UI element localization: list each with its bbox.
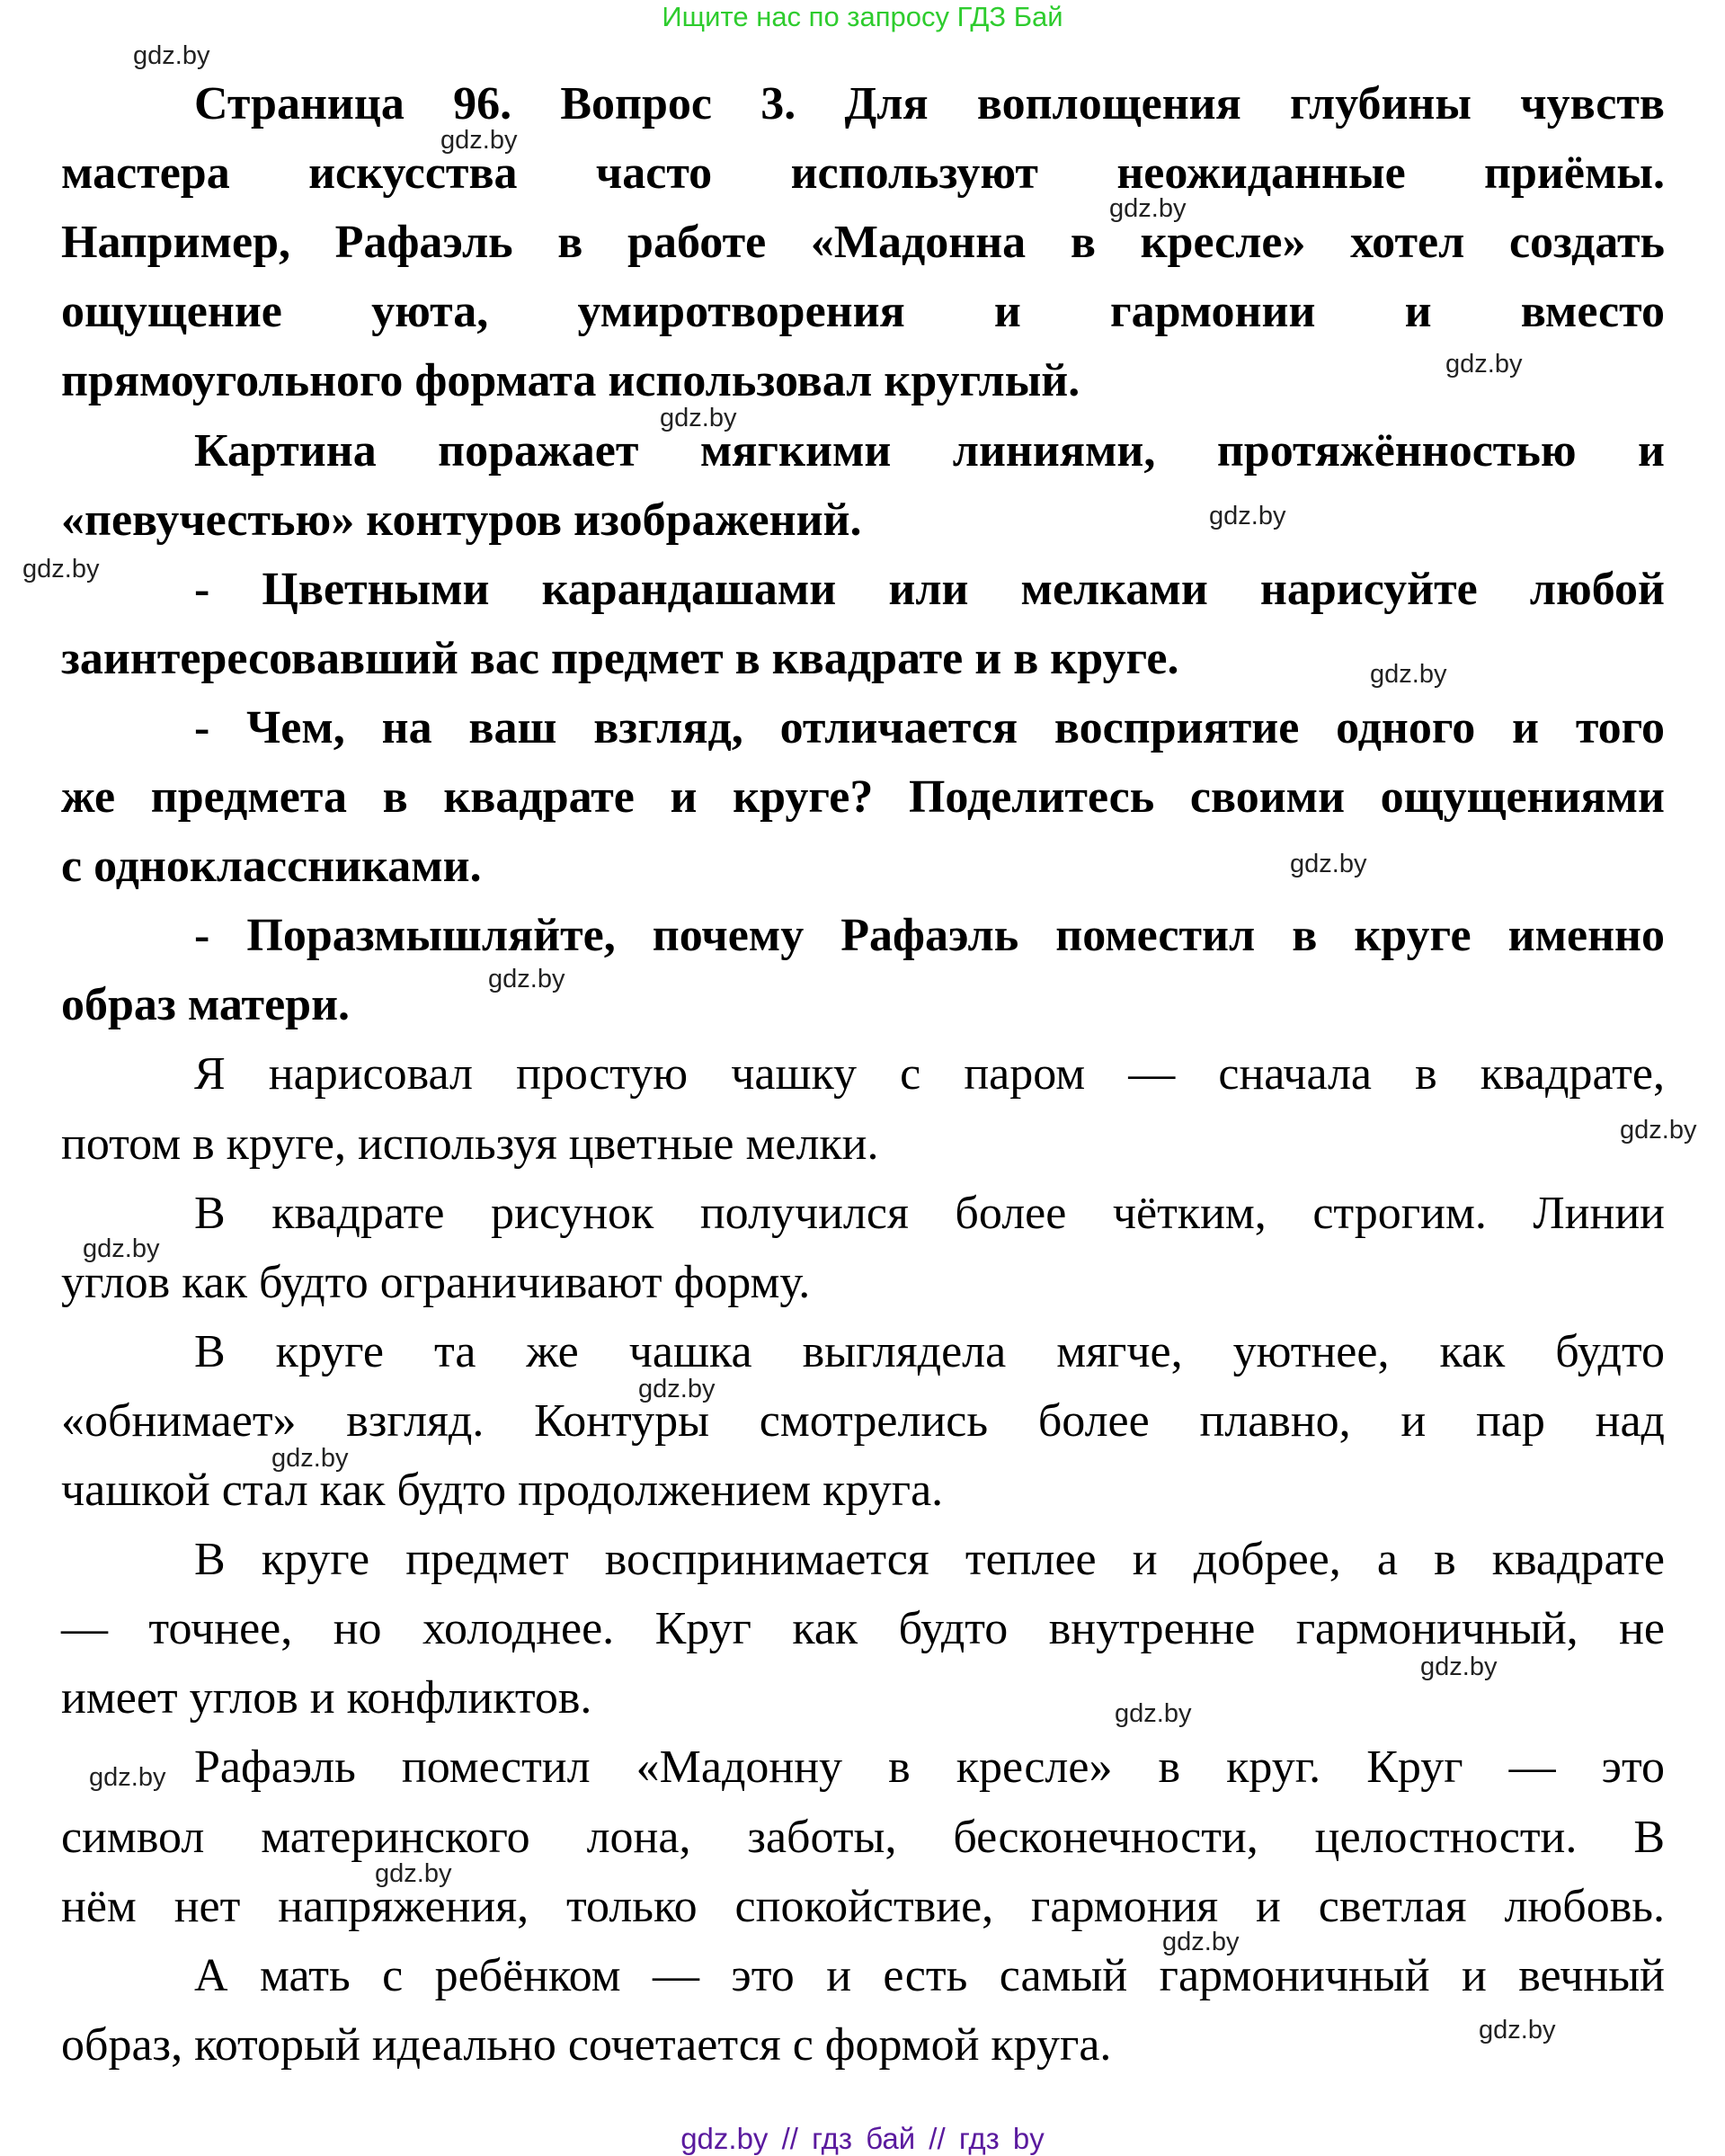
question-line: прямоугольного формата использовал круглый. xyxy=(61,355,1080,407)
watermark: gdz.by xyxy=(1290,850,1367,878)
watermark: gdz.by xyxy=(133,41,210,70)
watermark: gdz.by xyxy=(1370,660,1447,689)
answer-line: Рафаэль поместил «Мадонну в кресле» в круг. Круг — это xyxy=(194,1742,1665,1794)
search-banner[interactable]: Ищите нас по запросу ГДЗ Бай xyxy=(662,1,1063,32)
watermark: gdz.by xyxy=(1109,194,1187,223)
question-line: Например, Рафаэль в работе «Мадонна в кресле» хотел создать xyxy=(61,217,1665,269)
question-line: - Поразмышляйте, почему Рафаэль поместил в круге именно xyxy=(194,910,1665,962)
watermark: gdz.by xyxy=(1115,1699,1192,1728)
watermark: gdz.by xyxy=(83,1234,160,1263)
answer-line: Я нарисовал простую чашку с паром — сначала в квадрате, xyxy=(194,1048,1665,1100)
watermark: gdz.by xyxy=(488,965,565,993)
watermark: gdz.by xyxy=(1620,1116,1697,1145)
question-line: с одноклассниками. xyxy=(61,841,482,893)
question-line: ощущение уюта, умиротворения и гармонии и вместо xyxy=(61,286,1665,338)
answer-line: В квадрате рисунок получился более чётким, строгим. Линии xyxy=(194,1187,1665,1239)
answer-line: — точнее, но холоднее. Круг как будто внутренне гармоничный, не xyxy=(61,1603,1665,1655)
watermark: gdz.by xyxy=(1479,2016,1556,2045)
watermark: gdz.by xyxy=(660,404,737,432)
question-line: Страница 96. Вопрос 3. Для воплощения глубины чувств xyxy=(194,78,1665,129)
answer-line: символ материнского лона, заботы, бесконечности, целостности. В xyxy=(61,1811,1665,1863)
answer-line: нём нет напряжения, только спокойствие, гармония и светлая любовь. xyxy=(61,1880,1665,1932)
question-line: мастера искусства часто используют неожиданные приёмы. xyxy=(61,147,1665,200)
answer-line: чашкой стал как будто продолжением круга. xyxy=(61,1465,944,1516)
answer-line: углов как будто ограничивают форму. xyxy=(61,1256,811,1308)
question-line: же предмета в квадрате и круге? Поделитесь своими ощущениями xyxy=(61,771,1665,823)
question-line: Картина поражает мягкими линиями, протяжённостью и xyxy=(194,424,1665,477)
answer-line: «обнимает» взгляд. Контуры смотрелись более плавно, и пар над xyxy=(61,1394,1665,1447)
answer-line: имеет углов и конфликтов. xyxy=(61,1672,592,1724)
answer-line: А мать с ребёнком — это и есть самый гармоничный и вечный xyxy=(194,1949,1665,2001)
answer-line: В круге предмет воспринимается теплее и добрее, а в квадрате xyxy=(194,1534,1665,1586)
footer-links[interactable]: gdz.by // гдз бай // гдз by xyxy=(680,2122,1045,2155)
watermark: gdz.by xyxy=(440,126,518,155)
question-line: - Чем, на ваш взгляд, отличается восприятие одного и того xyxy=(194,701,1665,753)
watermark: gdz.by xyxy=(1445,350,1523,379)
question-line: заинтересовавший вас предмет в квадрате и в круге. xyxy=(61,632,1179,684)
question-line: образ матери. xyxy=(61,979,351,1031)
question-line: «певучестью» контуров изображений. xyxy=(61,494,862,546)
question-line: - Цветными карандашами или мелками нарисуйте любой xyxy=(194,563,1665,615)
watermark: gdz.by xyxy=(271,1444,349,1473)
answer-line: образ, который идеально сочетается с формой круга. xyxy=(61,2018,1112,2071)
watermark: gdz.by xyxy=(1209,502,1286,530)
watermark: gdz.by xyxy=(638,1375,716,1403)
watermark: gdz.by xyxy=(22,555,100,584)
watermark: gdz.by xyxy=(1162,1928,1240,1956)
watermark: gdz.by xyxy=(1420,1653,1498,1681)
answer-line: потом в круге, используя цветные мелки. xyxy=(61,1118,879,1170)
watermark: gdz.by xyxy=(89,1763,166,1792)
watermark: gdz.by xyxy=(375,1859,452,1888)
answer-line: В круге та же чашка выглядела мягче, уютнее, как будто xyxy=(194,1325,1665,1377)
